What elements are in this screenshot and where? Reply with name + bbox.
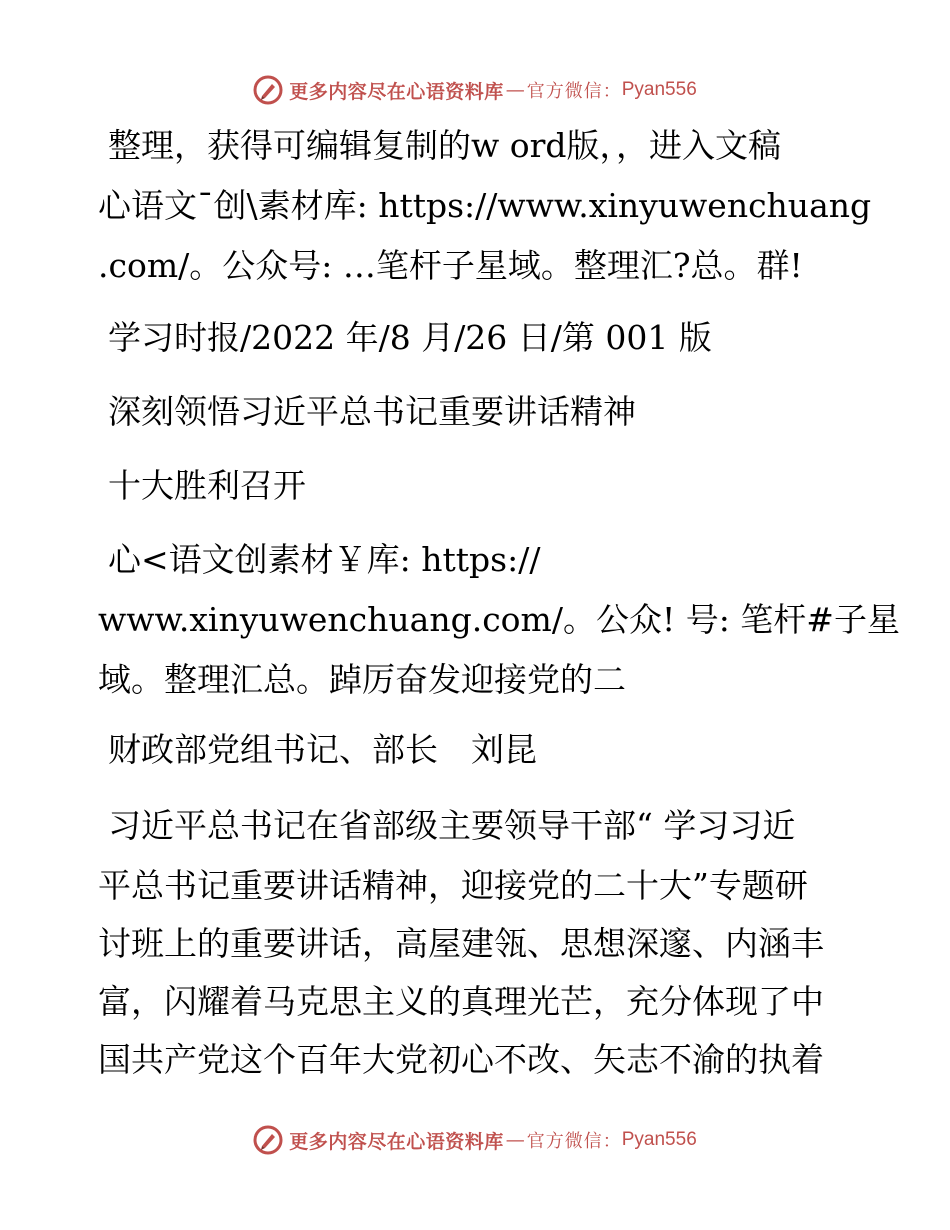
banner-wechat-label: 官方微信：: [526, 81, 622, 102]
footer-banner: [0, 1122, 950, 1158]
banner-wechat-id: Pyan556: [621, 79, 697, 100]
header-banner: [0, 72, 950, 108]
text-line: 深刻领悟习近平总书记重要讲话精神: [108, 392, 636, 431]
text-line: 整理，获得可编辑复制的w ord版，，进入文稿: [108, 126, 782, 165]
text-line: 习近平总书记在省部级主要领导干部“ 学习习近: [108, 806, 796, 845]
text-line: www.xinyuwenchuang.com/。公众! 号: 笔杆#子星: [98, 600, 900, 639]
banner-dash: —: [505, 1129, 525, 1151]
banner-dash: —: [505, 79, 525, 101]
pen-circle-logo-icon: [253, 1125, 283, 1155]
text-line: 心语文¯创\素材库: https://www.xinyuwenchuang: [98, 186, 872, 225]
banner-slogan: 更多内容尽在心语资料库: [289, 80, 504, 103]
text-line: .com/。公众号: …笔杆子星域。整理汇?总。群!: [98, 246, 803, 285]
banner-slogan: 更多内容尽在心语资料库: [289, 1130, 504, 1153]
text-line: 平总书记重要讲话精神，迎接党的二十大”专题研: [98, 866, 808, 905]
text-line: 讨班上的重要讲话，高屋建瓴、思想深邃、内涵丰: [98, 924, 824, 963]
text-line: 心<语文创素材￥库: https://: [108, 540, 541, 579]
text-line: 学习时报/2022 年/8 月/26 日/第 001 版: [108, 318, 712, 357]
text-line: 财政部党组书记、部长 刘昆: [108, 730, 537, 769]
text-line: 十大胜利召开: [108, 466, 306, 505]
banner-wechat-label: 官方微信：: [526, 1131, 622, 1152]
text-line: 国共产党这个百年大党初心不改、矢志不渝的执着: [98, 1040, 824, 1079]
banner-wechat-id: Pyan556: [621, 1129, 697, 1150]
text-line: 富，闪耀着马克思主义的真理光芒，充分体现了中: [98, 982, 824, 1021]
text-line: 域。整理汇总。踔厉奋发迎接党的二: [98, 660, 626, 699]
pen-circle-logo-icon: [253, 75, 283, 105]
